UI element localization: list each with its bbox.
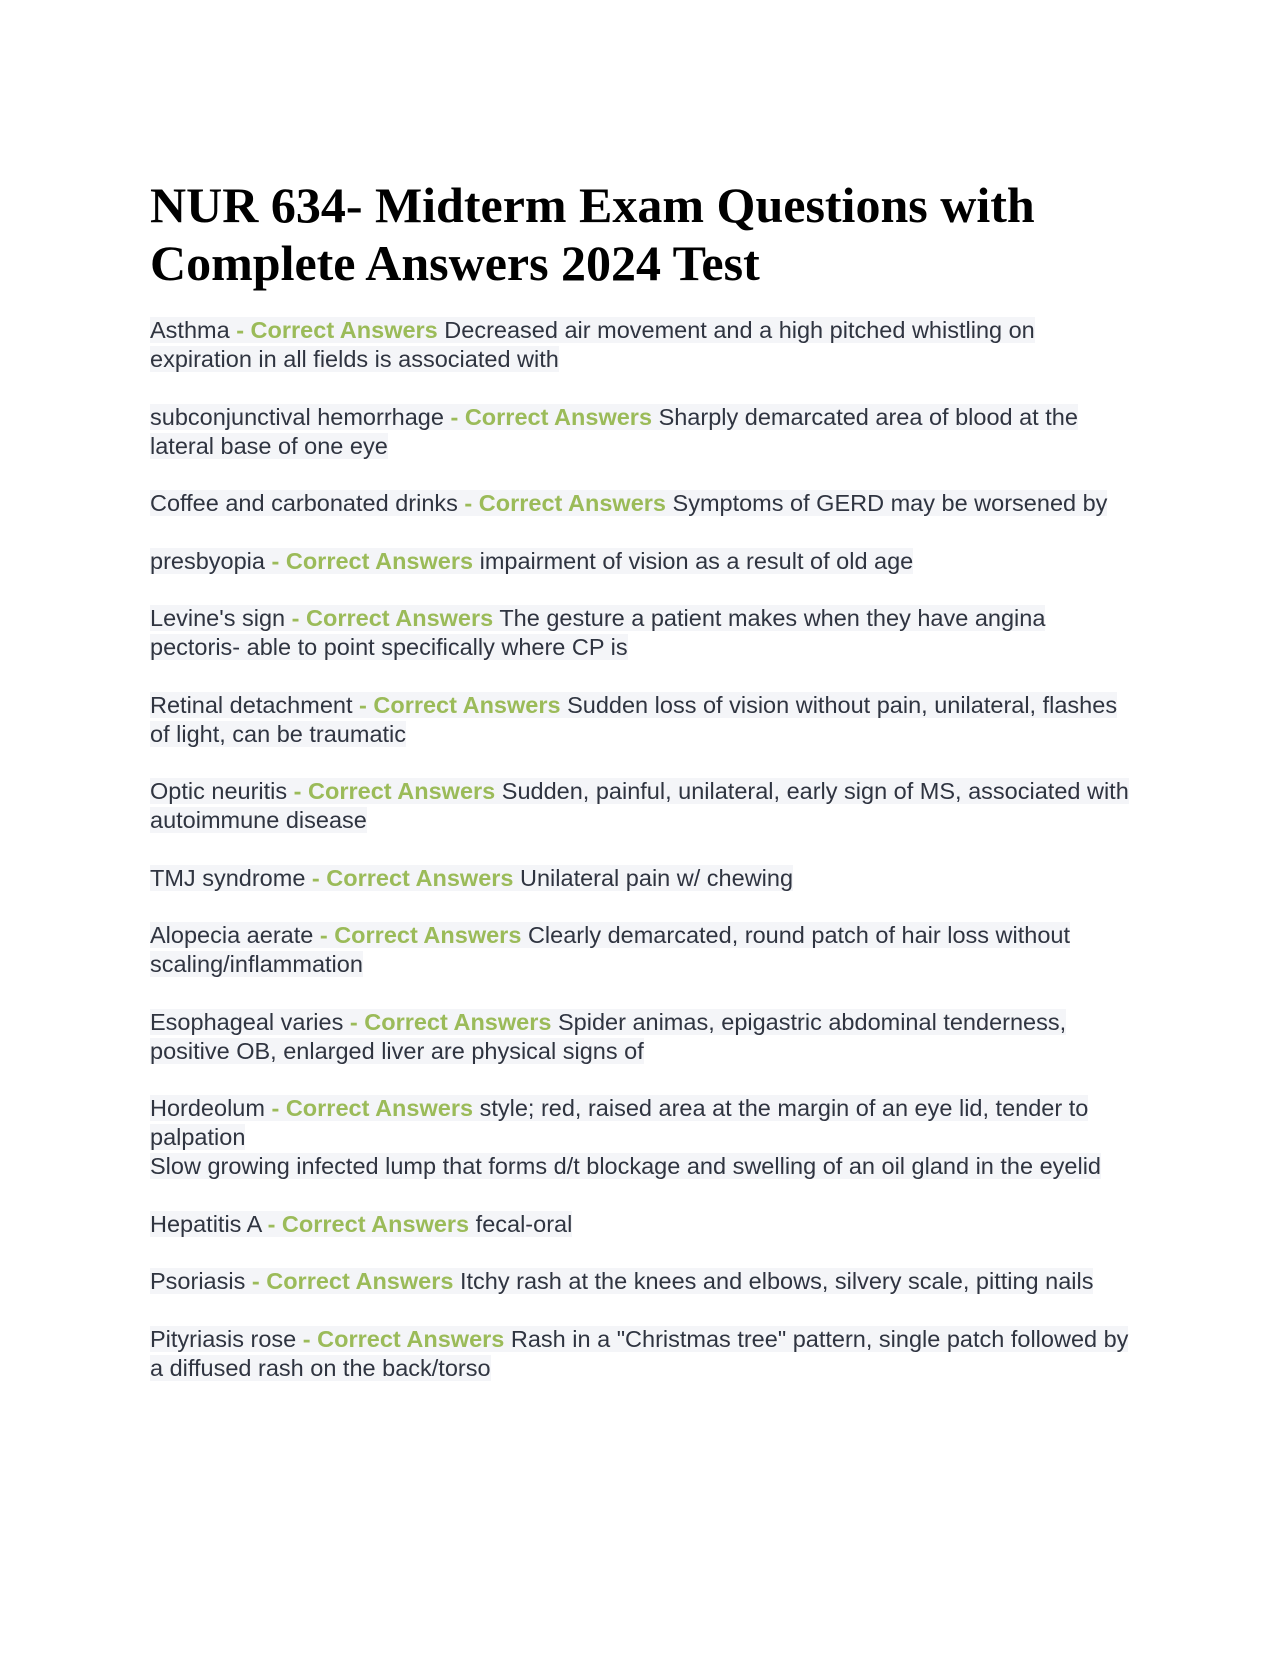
qa-answer: style; red, raised area at the margin of an eye lid, tender to palpation [150,1095,1089,1150]
correct-answers-label: - Correct Answers [311,864,514,891]
qa-answer: Spider animas, epigastric abdominal tenderness, positive OB, enlarged liver are physical signs of [150,1008,1067,1064]
qa-entry-text [150,865,793,891]
qa-term: subconjunctival hemorrhage [150,403,444,430]
qa-list [150,316,1130,1383]
qa-entry [150,1267,1130,1296]
qa-term: Retinal detachment [150,691,353,718]
qa-entry-text [150,1268,1093,1294]
correct-answers-label: - Correct Answers [291,605,494,631]
correct-answers-label: - Correct Answers [271,1095,474,1121]
correct-answers-label: - Correct Answers [293,778,496,804]
qa-answer: Clearly demarcated, round patch of hair loss without scaling/inflammation [150,922,1071,977]
qa-entry-text [150,1211,572,1237]
qa-entry [150,489,1130,518]
correct-answers-label: - Correct Answers [349,1008,552,1035]
qa-term: Alopecia aerate [150,922,314,948]
qa-answer: Symptoms of GERD may be worsened by [672,490,1108,516]
qa-entry [150,1210,1130,1239]
qa-entry [150,864,1130,893]
qa-term: Hordeolum [150,1095,265,1121]
qa-answer: Rash in a "Christmas tree" pattern, single patch followed by a diffused rash on the back/torso [150,1325,1129,1381]
qa-entry [150,1094,1130,1181]
qa-answer: Sudden, painful, unilateral, early sign of MS, associated with autoimmune disease [150,778,1129,833]
qa-term: Levine's sign [150,605,286,631]
qa-answer-continued: Slow growing infected lump that forms d/t blockage and swelling of an oil gland in the eyelid [150,1153,1101,1179]
qa-entry [150,316,1130,374]
qa-entry [150,921,1130,979]
qa-entry-text [150,548,913,574]
qa-entry [150,691,1130,749]
qa-entry-text [150,490,1107,516]
correct-answers-label: - Correct Answers [236,317,438,343]
correct-answers-label: - Correct Answers [267,1210,470,1237]
qa-term: TMJ syndrome [150,864,306,891]
qa-entry [150,777,1130,835]
qa-term: Optic neuritis [150,778,288,804]
qa-answer: Itchy rash at the knees and elbows, silvery scale, pitting nails [459,1268,1094,1294]
correct-answers-label: - Correct Answers [302,1325,505,1352]
qa-entry [150,403,1130,461]
qa-term: Hepatitis A [150,1210,262,1237]
correct-answers-label: - Correct Answers [319,922,522,948]
qa-answer: impairment of vision as a result of old age [479,547,914,574]
qa-entry-text [150,317,1035,372]
qa-term: Psoriasis [150,1268,246,1294]
qa-term: Coffee and carbonated drinks [150,490,458,516]
qa-entry [150,604,1130,662]
qa-entry [150,547,1130,576]
qa-entry-text [150,1009,1066,1064]
qa-term: Pityriasis rose [150,1325,297,1352]
correct-answers-label: - Correct Answers [359,691,561,718]
document-title: NUR 634- Midterm Exam Questions with Complete Answers 2024 Test [150,177,1035,291]
document-page [150,176,1130,1411]
correct-answers-label: - Correct Answers [450,403,653,430]
qa-entry-text [150,922,1070,977]
qa-answer: fecal-oral [475,1210,573,1237]
qa-entry [150,1008,1130,1066]
qa-answer: Sudden loss of vision without pain, unilateral, flashes of light, can be traumatic [150,691,1118,747]
qa-answer: Decreased air movement and a high pitched whistling on expiration in all fields is associated with [150,317,1035,372]
qa-entry-text [150,1095,1088,1150]
qa-term: Esophageal varies [150,1008,344,1035]
qa-answer: Sharply demarcated area of blood at the lateral base of one eye [150,403,1078,459]
qa-entry-text [150,778,1129,833]
qa-term: presbyopia [150,547,265,574]
correct-answers-label: - Correct Answers [251,1268,454,1294]
qa-entry-text [150,1326,1128,1381]
correct-answers-label: - Correct Answers [464,490,666,516]
qa-entry [150,1325,1130,1383]
qa-answer: The gesture a patient makes when they have angina pectoris- able to point specifically where CP is [150,605,1046,660]
qa-entry-text [150,692,1117,747]
qa-answer: Unilateral pain w/ chewing [520,864,794,891]
correct-answers-label: - Correct Answers [271,547,474,574]
qa-entry-text [150,605,1045,660]
qa-entry-text [150,404,1078,459]
qa-term: Asthma [150,317,230,343]
